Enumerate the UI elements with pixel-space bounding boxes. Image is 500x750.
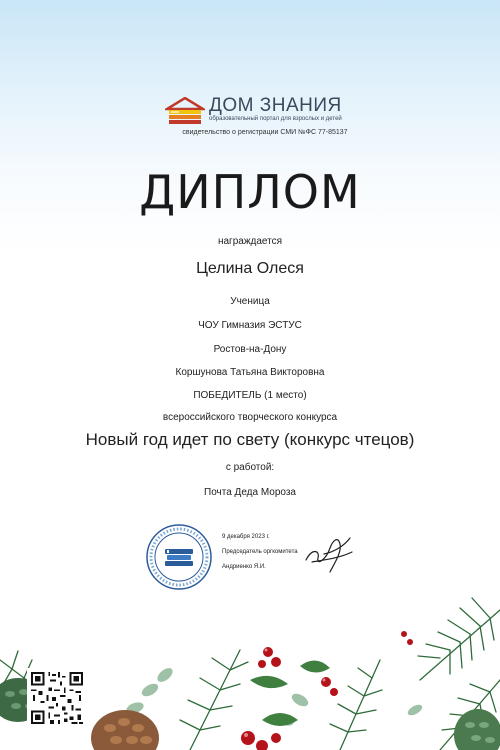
house-books-icon [165, 97, 205, 127]
school-name: ЧОУ Гимназия ЭСТУС [198, 320, 302, 331]
contest-name: Новый год идет по свету (конкурс чтецов) [85, 430, 415, 449]
work-title: Почта Деда Мороза [204, 487, 296, 498]
qr-code [27, 668, 87, 728]
place-result: ПОБЕДИТЕЛЬ (1 место) [193, 390, 307, 401]
sign-date: 9 декабря 2023 г. [222, 534, 270, 540]
teacher-name: Коршунова Татьяна Викторовна [175, 367, 325, 378]
registration-text: свидетельство о регистрации СМИ №ФС 77-85137 [182, 129, 348, 136]
logo-title: ДОМ ЗНАНИЯ [209, 95, 342, 116]
awarded-label: награждается [217, 236, 283, 247]
recipient-name: Целина Олеся [196, 260, 304, 277]
signer-name: Андриенко Я.И. [222, 564, 266, 570]
city-name: Ростов-на-Дону [213, 344, 287, 355]
recipient-role: Ученица [230, 296, 270, 307]
work-label: с работой: [225, 462, 275, 473]
handwritten-signature [300, 530, 355, 575]
signer-position: Председатель оргкомитета [222, 549, 298, 555]
logo-subtitle: образовательный портал для взрослых и детей [209, 116, 342, 122]
brand-logo [165, 95, 365, 145]
diploma-title: ДИПЛОМ [139, 165, 361, 219]
contest-label: всероссийского творческого конкурса [162, 412, 338, 423]
